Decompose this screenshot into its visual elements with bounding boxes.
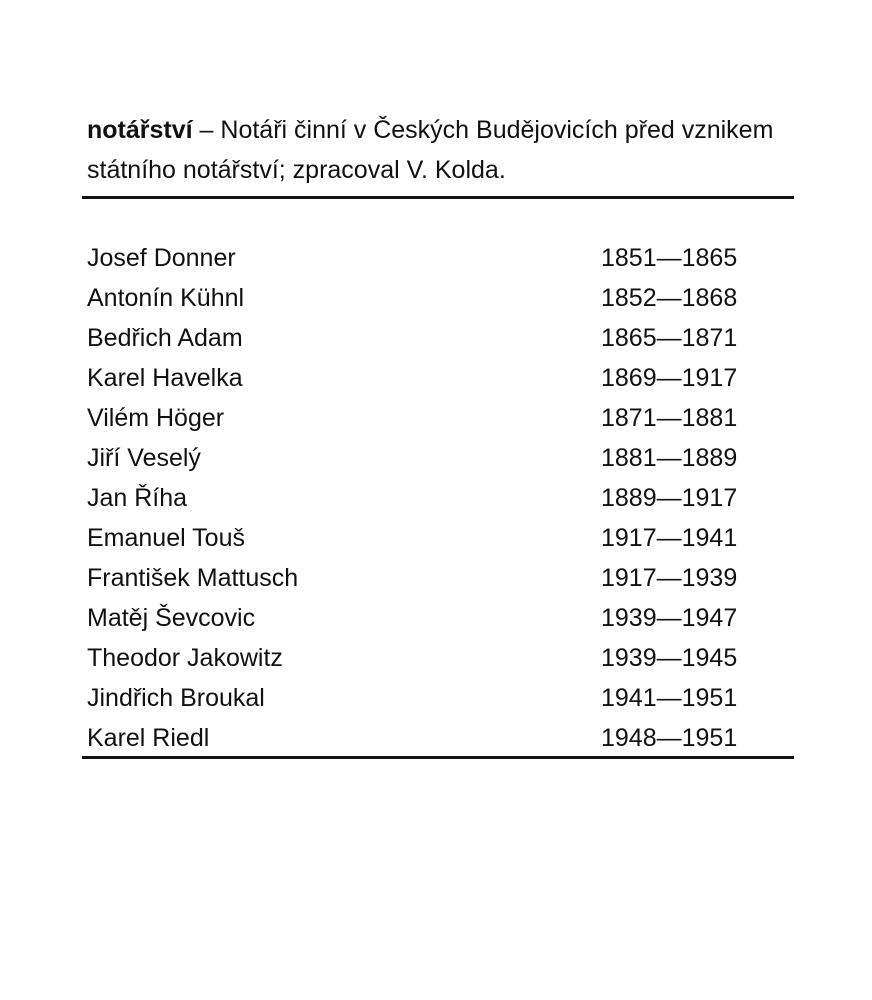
notary-years: 1917—1941 bbox=[601, 524, 738, 552]
top-rule bbox=[82, 196, 794, 199]
notary-years: 1939—1947 bbox=[601, 604, 738, 632]
notary-list bbox=[87, 238, 787, 758]
notary-name: Karel Havelka bbox=[87, 364, 243, 392]
notary-years: 1871—1881 bbox=[601, 404, 738, 432]
notary-name: Matěj Ševcovic bbox=[87, 604, 256, 632]
notary-years: 1865—1871 bbox=[601, 324, 738, 352]
notary-name: Antonín Kühnl bbox=[87, 284, 245, 312]
list-item bbox=[87, 638, 787, 678]
notary-years: 1917—1939 bbox=[601, 564, 738, 592]
notary-name: Jiří Veselý bbox=[87, 444, 201, 472]
notary-years: 1881—1889 bbox=[601, 444, 738, 472]
list-item bbox=[87, 398, 787, 438]
list-item bbox=[87, 518, 787, 558]
notary-years: 1889—1917 bbox=[601, 484, 738, 512]
notary-name: Emanuel Touš bbox=[87, 524, 245, 552]
notary-name: Josef Donner bbox=[87, 244, 236, 272]
list-item bbox=[87, 278, 787, 318]
notary-years: 1852—1868 bbox=[601, 284, 738, 312]
notary-years: 1851—1865 bbox=[601, 244, 738, 272]
notary-name: Karel Riedl bbox=[87, 724, 210, 752]
list-item bbox=[87, 438, 787, 478]
notary-name: Bedřich Adam bbox=[87, 324, 243, 352]
notary-name: Theodor Jakowitz bbox=[87, 644, 283, 672]
notary-years: 1939—1945 bbox=[601, 644, 738, 672]
list-item bbox=[87, 718, 787, 758]
list-item bbox=[87, 558, 787, 598]
table-caption bbox=[87, 110, 787, 190]
notary-name: František Mattusch bbox=[87, 564, 299, 592]
list-item bbox=[87, 478, 787, 518]
notary-name: Jindřich Broukal bbox=[87, 684, 265, 712]
caption-term: notářství bbox=[87, 116, 193, 144]
list-item bbox=[87, 318, 787, 358]
notary-name: Jan Říha bbox=[87, 484, 188, 512]
notary-years: 1941—1951 bbox=[601, 684, 738, 712]
caption-text: – Notáři činní v Českých Budějovicích před vznikem státního notářství; zpracoval V. Kolda. bbox=[87, 116, 774, 184]
list-item bbox=[87, 598, 787, 638]
list-item bbox=[87, 238, 787, 278]
bottom-rule bbox=[82, 756, 794, 759]
notary-years: 1869—1917 bbox=[601, 364, 738, 392]
list-item bbox=[87, 358, 787, 398]
notary-name: Vilém Höger bbox=[87, 404, 225, 432]
list-item bbox=[87, 678, 787, 718]
notary-years: 1948—1951 bbox=[601, 724, 738, 752]
